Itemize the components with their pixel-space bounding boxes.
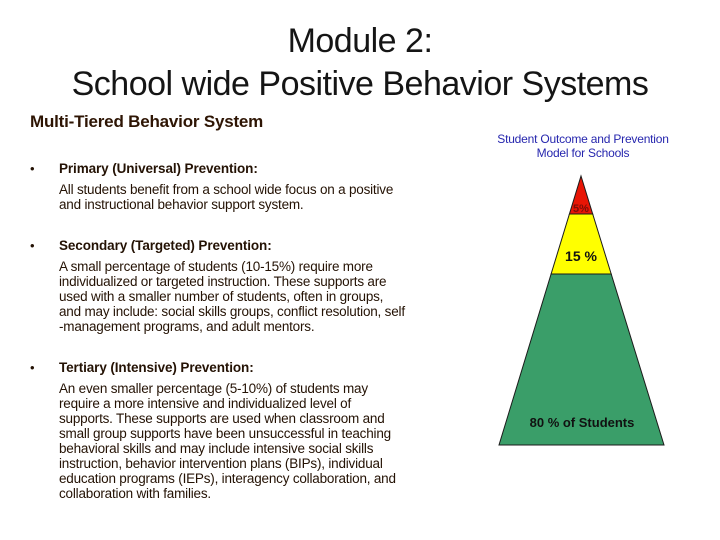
pyramid-tier-secondary-shape bbox=[551, 214, 611, 274]
bullet-content bbox=[59, 161, 465, 212]
pyramid-diagram bbox=[470, 125, 710, 455]
bullet-icon: • bbox=[30, 360, 35, 375]
diagram-title-line2: Model for Schools bbox=[536, 146, 630, 160]
bullet-text-line: supports. These supports are used when classroom and bbox=[59, 411, 385, 426]
bullet-text-line: small group supports have been unsuccessful in teaching bbox=[59, 426, 391, 441]
tier-label-secondary: 15 % bbox=[565, 248, 597, 264]
bullet-item-secondary bbox=[30, 238, 465, 334]
diagram-title-line1: Student Outcome and Prevention bbox=[497, 132, 669, 146]
bullet-text-line: education programs (IEPs), interagency collaboration, and bbox=[59, 471, 396, 486]
bullet-text-line: instruction, behavior intervention plans (BIPs), individual bbox=[59, 456, 383, 471]
bullet-content bbox=[59, 360, 465, 501]
bullet-text-line: A small percentage of students (10-15%) require more bbox=[59, 259, 373, 274]
bullet-icon: • bbox=[30, 161, 35, 176]
bullet-text-line: and may include: social skills groups, conflict resolution, self bbox=[59, 304, 405, 319]
bullet-heading: Secondary (Targeted) Prevention: bbox=[59, 238, 272, 253]
bullet-text-line: used with a smaller number of students, often in groups, bbox=[59, 289, 384, 304]
page-title-line1: Module 2: bbox=[287, 22, 433, 60]
bullet-item-tertiary bbox=[30, 360, 465, 501]
bullet-text-line: An even smaller percentage (5-10%) of students may bbox=[59, 381, 368, 396]
pyramid-graphic bbox=[470, 125, 710, 455]
bullet-text-line: individualized or targeted instruction. These supports are bbox=[59, 274, 387, 289]
bullet-text-line: All students benefit from a school wide focus on a positive bbox=[59, 182, 394, 197]
tier-label-tertiary: 5% bbox=[573, 203, 589, 215]
bullet-icon: • bbox=[30, 238, 35, 253]
bullet-content bbox=[59, 238, 465, 334]
page-title bbox=[0, 20, 720, 106]
bullet-list bbox=[30, 161, 465, 527]
tier-label-primary: 80 % of Students bbox=[529, 415, 635, 430]
bullet-text-line: require a more intensive and individualized level of bbox=[59, 396, 352, 411]
page-title-line2: School wide Positive Behavior Systems bbox=[71, 65, 649, 103]
bullet-item-primary bbox=[30, 161, 465, 212]
bullet-heading: Tertiary (Intensive) Prevention: bbox=[59, 360, 254, 375]
bullet-text-line: -management programs, and adult mentors. bbox=[59, 319, 315, 334]
bullet-text-line: behavioral skills and may include intensive social skills bbox=[59, 441, 374, 456]
section-heading: Multi-Tiered Behavior System bbox=[30, 112, 264, 131]
bullet-text-line: collaboration with families. bbox=[59, 486, 211, 501]
bullet-text-line: and instructional behavior support system. bbox=[59, 197, 304, 212]
bullet-heading: Primary (Universal) Prevention: bbox=[59, 161, 258, 176]
